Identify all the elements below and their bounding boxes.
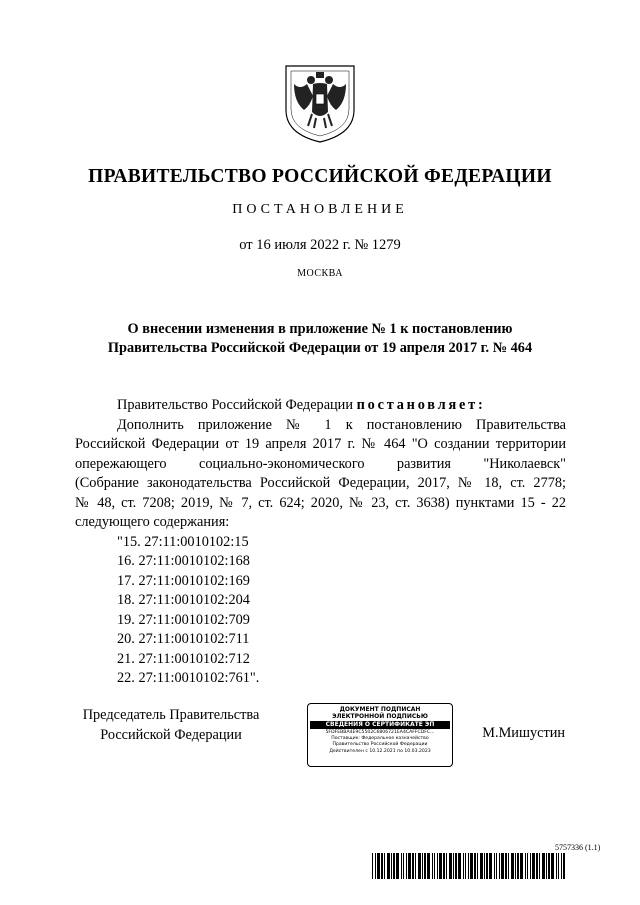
body-line: следующего содержания:: [75, 514, 230, 530]
barcode-bar: [520, 853, 523, 879]
subject-line-1: О внесении изменения в приложение № 1 к постановлению: [127, 321, 513, 337]
barcode-bar: [508, 853, 509, 879]
government-title: ПРАВИТЕЛЬСТВО РОССИЙСКОЙ ФЕДЕРАЦИИ: [88, 166, 552, 187]
barcode-bar: [427, 853, 430, 879]
stamp-issuer-2: Правительство Российской Федерации: [332, 742, 428, 748]
barcode-bar: [505, 853, 507, 879]
barcode-bar: [453, 853, 454, 879]
barcode-bar: [458, 853, 461, 879]
cadastral-item: 20. 27:11:0010102:711: [117, 631, 250, 647]
stamp-issuer-1: Поставщик: Федеральное казначейство: [331, 736, 429, 742]
barcode-bar: [455, 853, 457, 879]
barcode-bar: [530, 853, 531, 879]
barcode-bar: [418, 853, 421, 879]
barcode-bar: [556, 853, 557, 879]
cadastral-item: 16. 27:11:0010102:168: [117, 553, 250, 569]
barcode-bar: [412, 853, 414, 879]
barcode-bar: [532, 853, 535, 879]
document-subject: [0, 320, 640, 358]
barcode-bar: [422, 853, 423, 879]
barcode-bar: [527, 853, 528, 879]
barcode-bar: [499, 853, 500, 879]
barcode-bar: [446, 853, 447, 879]
barcode-bar: [449, 853, 452, 879]
stamp-certificate-id: 5FDFEBBA4E9C5502C6806721EA4CAFFCDFC...: [325, 730, 435, 735]
cadastral-item: 21. 27:11:0010102:712: [117, 650, 250, 667]
city: МОСКВА: [297, 268, 343, 279]
document-code: 5757336 (1.1): [555, 843, 601, 852]
barcode-bar: [384, 853, 385, 879]
barcode-bar: [474, 853, 476, 879]
body-line: Российской Федерации от 19 апреля 2017 г. № 464 "О создании территории: [75, 436, 566, 452]
preamble-text: Правительство Российской Федерации: [117, 397, 357, 413]
stamp-line-2: ЭЛЕКТРОННОЙ ПОДПИСЬЮ: [332, 713, 428, 720]
barcode-bar: [542, 853, 545, 879]
barcode-bar: [401, 853, 402, 879]
barcode-bar: [372, 853, 373, 879]
barcode-bar: [501, 853, 504, 879]
barcode-bar: [403, 853, 404, 879]
barcode-bar: [563, 853, 565, 879]
barcode-bar: [548, 853, 550, 879]
body-line: Дополнить приложение № 1 к постановлению Правительства: [117, 416, 566, 433]
barcode-bar: [546, 853, 547, 879]
barcode-bar: [515, 853, 516, 879]
barcode-bar: [517, 853, 519, 879]
barcode-bar: [415, 853, 416, 879]
barcode-bar: [470, 853, 473, 879]
position-line-2: Российской Федерации: [100, 726, 242, 743]
barcode-bar: [424, 853, 426, 879]
barcode-bar: [432, 853, 433, 879]
document-body: [75, 396, 566, 689]
barcode-bar: [381, 853, 383, 879]
position-line-1: Председатель Правительства: [82, 707, 260, 723]
barcode-bar: [558, 853, 559, 879]
cadastral-item: 19. 27:11:0010102:709: [117, 611, 250, 628]
barcode-bar: [437, 853, 438, 879]
barcode-bar: [434, 853, 435, 879]
barcode-bar: [393, 853, 395, 879]
date-and-number: от 16 июля 2022 г. № 1279: [239, 237, 401, 253]
barcode-bar: [511, 853, 514, 879]
cadastral-item: 22. 27:11:0010102:761".: [117, 670, 260, 686]
barcode-bar: [377, 853, 380, 879]
state-emblem-icon: [280, 60, 360, 144]
barcode-bar: [477, 853, 478, 879]
cadastral-item: "15. 27:11:0010102:15: [117, 533, 249, 550]
subject-line-2: Правительства Российской Федерации от 19 апреля 2017 г. № 464: [107, 340, 533, 356]
body-line: опережающего социально-экономического развития "Николаевск": [75, 455, 566, 472]
barcode-bar: [551, 853, 554, 879]
barcode: [372, 853, 565, 879]
barcode-bar: [480, 853, 483, 879]
barcode-bar: [443, 853, 445, 879]
body-line: (Собрание законодательства Российской Федерации, 2017, № 18, ст. 2778;: [75, 475, 566, 491]
signatory-position: [66, 706, 276, 745]
barcode-bar: [539, 853, 540, 879]
barcode-bar: [496, 853, 497, 879]
barcode-bar: [408, 853, 411, 879]
barcode-bar: [525, 853, 526, 879]
barcode-bar: [439, 853, 442, 879]
preamble: [75, 396, 566, 416]
barcode-bar: [494, 853, 495, 879]
barcode-bar: [396, 853, 399, 879]
barcode-bar: [536, 853, 538, 879]
barcode-bar: [484, 853, 485, 879]
stamp-validity: Действителен с 10.12.2021 по 10.03.2023: [329, 748, 431, 754]
barcode-bar: [406, 853, 407, 879]
document-type: ПОСТАНОВЛЕНИЕ: [232, 202, 408, 217]
barcode-bar: [375, 853, 376, 879]
barcode-bar: [489, 853, 492, 879]
stamp-certificate-header: СВЕДЕНИЯ О СЕРТИФИКАТЕ ЭП: [310, 721, 450, 729]
signatory-name: М.Мишустин: [482, 725, 565, 741]
barcode-bar: [486, 853, 488, 879]
barcode-bar: [391, 853, 392, 879]
body-line: № 48, ст. 7208; 2019, № 7, ст. 624; 2020, № 23, ст. 3638) пунктами 15 - 22: [75, 494, 566, 511]
cadastral-item: 18. 27:11:0010102:204: [117, 592, 250, 608]
electronic-signature-stamp: [307, 703, 453, 767]
stamp-line-1: ДОКУМЕНТ ПОДПИСАН: [339, 706, 421, 713]
barcode-bar: [561, 853, 562, 879]
barcode-bar: [463, 853, 464, 879]
barcode-bar: [465, 853, 466, 879]
decree-word: постановляет:: [356, 397, 486, 413]
barcode-bar: [387, 853, 390, 879]
cadastral-item: 17. 27:11:0010102:169: [117, 572, 250, 589]
barcode-bar: [468, 853, 469, 879]
